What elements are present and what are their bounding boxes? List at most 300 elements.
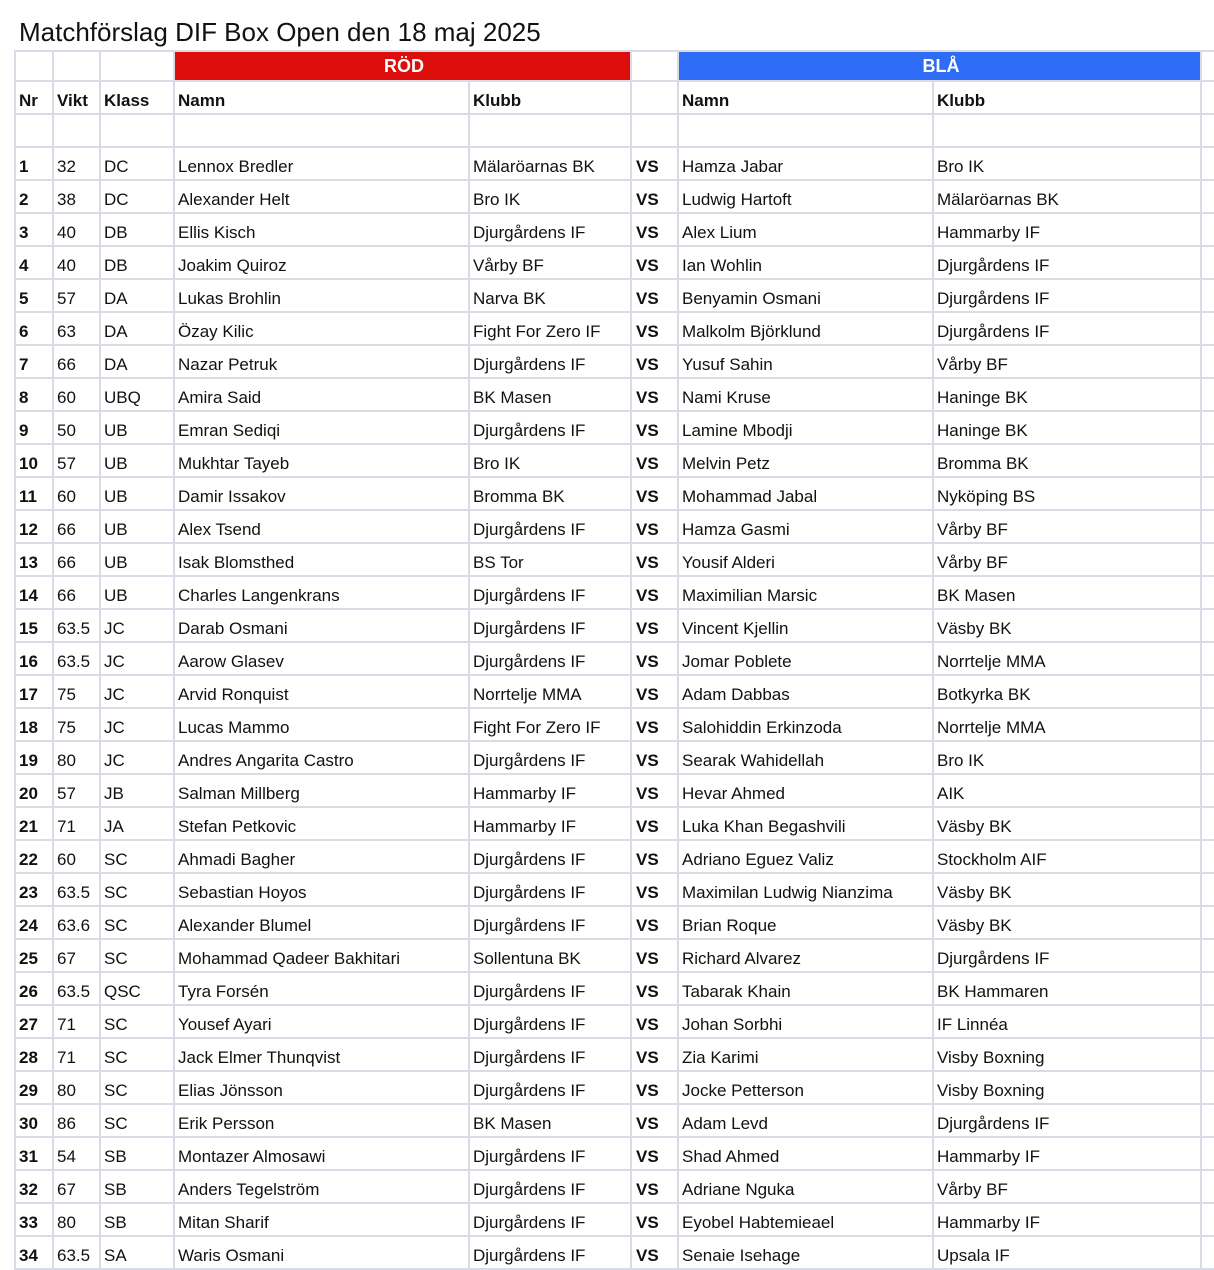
match-class: DA — [100, 312, 174, 345]
match-weight: 63.5 — [53, 873, 100, 906]
red-fighter-club: Djurgårdens IF — [469, 840, 631, 873]
empty-cell — [1201, 1137, 1214, 1170]
blue-fighter-name: Lamine Mbodji — [678, 411, 933, 444]
empty-cell — [1201, 213, 1214, 246]
empty-cell — [53, 114, 100, 147]
red-fighter-club: Bro IK — [469, 180, 631, 213]
blue-fighter-club: BK Hammaren — [933, 972, 1201, 1005]
blue-fighter-name: Melvin Petz — [678, 444, 933, 477]
table-row — [15, 1104, 1214, 1137]
match-class: SC — [100, 906, 174, 939]
empty-cell — [174, 114, 469, 147]
blue-fighter-name: Jomar Poblete — [678, 642, 933, 675]
blue-fighter-club: Vårby BF — [933, 510, 1201, 543]
table-row — [15, 708, 1214, 741]
empty-cell — [1201, 708, 1214, 741]
empty-cell — [1201, 345, 1214, 378]
empty-cell — [1201, 675, 1214, 708]
red-fighter-club: Djurgårdens IF — [469, 1170, 631, 1203]
match-weight: 75 — [53, 708, 100, 741]
empty-cell — [1201, 609, 1214, 642]
match-class: JA — [100, 807, 174, 840]
match-class: JB — [100, 774, 174, 807]
red-fighter-name: Anders Tegelström — [174, 1170, 469, 1203]
blue-fighter-name: Benyamin Osmani — [678, 279, 933, 312]
blue-fighter-name: Adriano Eguez Valiz — [678, 840, 933, 873]
match-nr: 10 — [15, 444, 53, 477]
header-nr: Nr — [15, 81, 53, 114]
match-weight: 71 — [53, 1038, 100, 1071]
match-class: UB — [100, 477, 174, 510]
red-fighter-name: Nazar Petruk — [174, 345, 469, 378]
blue-fighter-club: Mälaröarnas BK — [933, 180, 1201, 213]
table-row — [15, 312, 1214, 345]
table-row — [15, 213, 1214, 246]
empty-cell — [1201, 279, 1214, 312]
empty-cell — [1201, 939, 1214, 972]
empty-cell — [1201, 1203, 1214, 1236]
blue-fighter-name: Maximilan Ludwig Nianzima — [678, 873, 933, 906]
match-weight: 32 — [53, 147, 100, 180]
empty-cell — [1201, 510, 1214, 543]
blue-fighter-name: Yousif Alderi — [678, 543, 933, 576]
match-weight: 63.5 — [53, 972, 100, 1005]
header-red-name: Namn — [174, 81, 469, 114]
table-row — [15, 279, 1214, 312]
table-row — [15, 873, 1214, 906]
red-fighter-club: Djurgårdens IF — [469, 1038, 631, 1071]
red-fighter-name: Montazer Almosawi — [174, 1137, 469, 1170]
red-fighter-club: Mälaröarnas BK — [469, 147, 631, 180]
match-nr: 29 — [15, 1071, 53, 1104]
match-class: SB — [100, 1203, 174, 1236]
blue-fighter-club: Visby Boxning — [933, 1038, 1201, 1071]
red-fighter-club: Sollentuna BK — [469, 939, 631, 972]
match-weight: 71 — [53, 1005, 100, 1038]
match-nr: 31 — [15, 1137, 53, 1170]
blue-fighter-name: Adam Levd — [678, 1104, 933, 1137]
table-row — [15, 807, 1214, 840]
vs-label: VS — [631, 576, 678, 609]
blue-fighter-club: Vårby BF — [933, 543, 1201, 576]
vs-label: VS — [631, 180, 678, 213]
match-weight: 66 — [53, 510, 100, 543]
match-nr: 1 — [15, 147, 53, 180]
match-weight: 60 — [53, 378, 100, 411]
header-blue-club: Klubb — [933, 81, 1201, 114]
table-row — [15, 741, 1214, 774]
match-weight: 80 — [53, 741, 100, 774]
empty-cell — [1201, 1170, 1214, 1203]
blue-fighter-club: Bromma BK — [933, 444, 1201, 477]
match-class: JC — [100, 675, 174, 708]
match-weight: 60 — [53, 840, 100, 873]
table-row — [15, 543, 1214, 576]
red-fighter-name: Jack Elmer Thunqvist — [174, 1038, 469, 1071]
match-class: DC — [100, 180, 174, 213]
red-fighter-club: Djurgårdens IF — [469, 972, 631, 1005]
empty-cell — [631, 81, 678, 114]
blue-fighter-club: Väsby BK — [933, 609, 1201, 642]
match-class: SA — [100, 1236, 174, 1269]
match-class: DB — [100, 213, 174, 246]
red-fighter-name: Erik Persson — [174, 1104, 469, 1137]
blue-fighter-club: IF Linnéa — [933, 1005, 1201, 1038]
table-row — [15, 1137, 1214, 1170]
match-class: UB — [100, 576, 174, 609]
red-fighter-name: Lucas Mammo — [174, 708, 469, 741]
empty-cell — [15, 114, 53, 147]
header-klass: Klass — [100, 81, 174, 114]
match-class: SC — [100, 1071, 174, 1104]
match-nr: 32 — [15, 1170, 53, 1203]
table-row — [15, 1071, 1214, 1104]
red-fighter-club: Hammarby IF — [469, 774, 631, 807]
match-nr: 8 — [15, 378, 53, 411]
red-fighter-name: Aarow Glasev — [174, 642, 469, 675]
table-row — [15, 939, 1214, 972]
blue-fighter-name: Yusuf Sahin — [678, 345, 933, 378]
match-class: UBQ — [100, 378, 174, 411]
match-class: QSC — [100, 972, 174, 1005]
red-fighter-name: Mohammad Qadeer Bakhitari — [174, 939, 469, 972]
red-fighter-name: Andres Angarita Castro — [174, 741, 469, 774]
match-weight: 57 — [53, 774, 100, 807]
match-nr: 14 — [15, 576, 53, 609]
empty-cell — [1201, 246, 1214, 279]
vs-label: VS — [631, 510, 678, 543]
match-class: JC — [100, 642, 174, 675]
match-nr: 30 — [15, 1104, 53, 1137]
vs-label: VS — [631, 873, 678, 906]
table-row — [15, 609, 1214, 642]
red-fighter-club: Djurgårdens IF — [469, 642, 631, 675]
red-fighter-club: Djurgårdens IF — [469, 576, 631, 609]
blue-corner-header: BLÅ — [678, 51, 1201, 81]
match-weight: 57 — [53, 279, 100, 312]
match-weight: 66 — [53, 345, 100, 378]
table-row — [15, 147, 1214, 180]
vs-label: VS — [631, 1104, 678, 1137]
empty-cell — [1201, 807, 1214, 840]
empty-cell — [1201, 81, 1214, 114]
red-fighter-club: Bromma BK — [469, 477, 631, 510]
match-weight: 63.5 — [53, 1236, 100, 1269]
red-fighter-name: Lennox Bredler — [174, 147, 469, 180]
blue-fighter-name: Maximilian Marsic — [678, 576, 933, 609]
empty-cell — [1201, 1005, 1214, 1038]
match-weight: 63.5 — [53, 642, 100, 675]
blue-fighter-name: Malkolm Björklund — [678, 312, 933, 345]
red-fighter-name: Mukhtar Tayeb — [174, 444, 469, 477]
empty-cell — [933, 114, 1201, 147]
vs-label: VS — [631, 246, 678, 279]
empty-cell — [1201, 477, 1214, 510]
match-nr: 13 — [15, 543, 53, 576]
match-nr: 15 — [15, 609, 53, 642]
match-class: UB — [100, 411, 174, 444]
red-fighter-club: Djurgårdens IF — [469, 741, 631, 774]
red-fighter-club: Norrtelje MMA — [469, 675, 631, 708]
vs-label: VS — [631, 378, 678, 411]
match-nr: 26 — [15, 972, 53, 1005]
red-fighter-name: Ahmadi Bagher — [174, 840, 469, 873]
match-weight: 63.5 — [53, 609, 100, 642]
corner-band-row — [15, 51, 1214, 81]
blue-fighter-name: Ian Wohlin — [678, 246, 933, 279]
match-nr: 2 — [15, 180, 53, 213]
red-fighter-club: Djurgårdens IF — [469, 213, 631, 246]
match-weight: 71 — [53, 807, 100, 840]
table-row — [15, 1170, 1214, 1203]
blue-fighter-name: Searak Wahidellah — [678, 741, 933, 774]
match-nr: 3 — [15, 213, 53, 246]
vs-label: VS — [631, 345, 678, 378]
vs-label: VS — [631, 213, 678, 246]
red-fighter-name: Darab Osmani — [174, 609, 469, 642]
blue-fighter-name: Ludwig Hartoft — [678, 180, 933, 213]
header-blue-name: Namn — [678, 81, 933, 114]
blue-fighter-club: Djurgårdens IF — [933, 312, 1201, 345]
red-fighter-club: Hammarby IF — [469, 807, 631, 840]
red-fighter-name: Joakim Quiroz — [174, 246, 469, 279]
blue-fighter-name: Johan Sorbhi — [678, 1005, 933, 1038]
match-weight: 40 — [53, 246, 100, 279]
empty-cell — [1201, 114, 1214, 147]
table-row — [15, 345, 1214, 378]
blue-fighter-club: Hammarby IF — [933, 1203, 1201, 1236]
match-nr: 33 — [15, 1203, 53, 1236]
blue-fighter-club: Vårby BF — [933, 345, 1201, 378]
vs-label: VS — [631, 972, 678, 1005]
red-fighter-club: Djurgårdens IF — [469, 1005, 631, 1038]
blue-fighter-name: Hamza Gasmi — [678, 510, 933, 543]
red-fighter-club: Djurgårdens IF — [469, 411, 631, 444]
red-fighter-name: Waris Osmani — [174, 1236, 469, 1269]
red-fighter-club: Djurgårdens IF — [469, 1203, 631, 1236]
match-class: SC — [100, 1104, 174, 1137]
vs-label: VS — [631, 312, 678, 345]
blue-fighter-name: Adriane Nguka — [678, 1170, 933, 1203]
match-nr: 34 — [15, 1236, 53, 1269]
match-class: SB — [100, 1170, 174, 1203]
red-fighter-club: Djurgårdens IF — [469, 345, 631, 378]
blue-fighter-club: AIK — [933, 774, 1201, 807]
match-class: SC — [100, 1005, 174, 1038]
blue-fighter-club: Djurgårdens IF — [933, 1104, 1201, 1137]
table-row — [15, 774, 1214, 807]
red-fighter-name: Alexander Blumel — [174, 906, 469, 939]
match-nr: 23 — [15, 873, 53, 906]
red-fighter-name: Lukas Brohlin — [174, 279, 469, 312]
table-row — [15, 1236, 1214, 1269]
vs-label: VS — [631, 411, 678, 444]
vs-label: VS — [631, 741, 678, 774]
match-weight: 86 — [53, 1104, 100, 1137]
table-row — [15, 246, 1214, 279]
blank-row — [15, 114, 1214, 147]
match-nr: 12 — [15, 510, 53, 543]
match-nr: 25 — [15, 939, 53, 972]
red-fighter-name: Tyra Forsén — [174, 972, 469, 1005]
column-header-row — [15, 81, 1214, 114]
match-nr: 17 — [15, 675, 53, 708]
empty-cell — [1201, 906, 1214, 939]
empty-cell — [1201, 312, 1214, 345]
blue-fighter-club: Bro IK — [933, 147, 1201, 180]
empty-cell — [1201, 576, 1214, 609]
red-fighter-name: Mitan Sharif — [174, 1203, 469, 1236]
empty-cell — [1201, 180, 1214, 213]
blue-fighter-name: Salohiddin Erkinzoda — [678, 708, 933, 741]
red-fighter-name: Damir Issakov — [174, 477, 469, 510]
red-fighter-name: Emran Sediqi — [174, 411, 469, 444]
empty-cell — [1201, 741, 1214, 774]
match-nr: 6 — [15, 312, 53, 345]
vs-label: VS — [631, 840, 678, 873]
empty-cell — [1201, 444, 1214, 477]
blue-fighter-club: Vårby BF — [933, 1170, 1201, 1203]
match-class: UB — [100, 510, 174, 543]
match-class: UB — [100, 543, 174, 576]
table-row — [15, 840, 1214, 873]
blue-fighter-club: Bro IK — [933, 741, 1201, 774]
vs-label: VS — [631, 675, 678, 708]
red-fighter-name: Elias Jönsson — [174, 1071, 469, 1104]
match-nr: 9 — [15, 411, 53, 444]
match-class: SC — [100, 840, 174, 873]
empty-cell — [53, 51, 100, 81]
match-class: DA — [100, 345, 174, 378]
empty-cell — [1201, 642, 1214, 675]
empty-cell — [100, 114, 174, 147]
red-fighter-club: Narva BK — [469, 279, 631, 312]
match-weight: 75 — [53, 675, 100, 708]
blue-fighter-club: Botkyrka BK — [933, 675, 1201, 708]
match-weight: 66 — [53, 543, 100, 576]
vs-label: VS — [631, 906, 678, 939]
empty-cell — [631, 51, 678, 81]
match-class: SB — [100, 1137, 174, 1170]
blue-fighter-club: Hammarby IF — [933, 213, 1201, 246]
match-class: SC — [100, 873, 174, 906]
match-nr: 16 — [15, 642, 53, 675]
red-fighter-club: Bro IK — [469, 444, 631, 477]
red-fighter-club: Djurgårdens IF — [469, 873, 631, 906]
match-nr: 22 — [15, 840, 53, 873]
blue-fighter-name: Eyobel Habtemieael — [678, 1203, 933, 1236]
empty-cell — [678, 114, 933, 147]
blue-fighter-name: Vincent Kjellin — [678, 609, 933, 642]
vs-label: VS — [631, 477, 678, 510]
table-row — [15, 444, 1214, 477]
vs-label: VS — [631, 1236, 678, 1269]
empty-cell — [631, 114, 678, 147]
header-red-club: Klubb — [469, 81, 631, 114]
match-weight: 67 — [53, 939, 100, 972]
blue-fighter-name: Hevar Ahmed — [678, 774, 933, 807]
empty-cell — [1201, 873, 1214, 906]
match-nr: 19 — [15, 741, 53, 774]
table-row — [15, 1038, 1214, 1071]
match-weight: 54 — [53, 1137, 100, 1170]
blue-fighter-name: Adam Dabbas — [678, 675, 933, 708]
match-weight: 50 — [53, 411, 100, 444]
vs-label: VS — [631, 807, 678, 840]
red-fighter-club: Djurgårdens IF — [469, 1137, 631, 1170]
blue-fighter-club: Haninge BK — [933, 411, 1201, 444]
red-fighter-name: Alex Tsend — [174, 510, 469, 543]
vs-label: VS — [631, 774, 678, 807]
blue-fighter-club: Väsby BK — [933, 906, 1201, 939]
vs-label: VS — [631, 147, 678, 180]
red-fighter-club: Djurgårdens IF — [469, 1071, 631, 1104]
red-fighter-name: Amira Said — [174, 378, 469, 411]
vs-label: VS — [631, 609, 678, 642]
red-fighter-club: BK Masen — [469, 378, 631, 411]
red-fighter-club: BS Tor — [469, 543, 631, 576]
table-row — [15, 411, 1214, 444]
match-weight: 63 — [53, 312, 100, 345]
table-row — [15, 1005, 1214, 1038]
vs-label: VS — [631, 1203, 678, 1236]
blue-fighter-name: Luka Khan Begashvili — [678, 807, 933, 840]
empty-cell — [1201, 543, 1214, 576]
match-class: JC — [100, 609, 174, 642]
red-fighter-club: Vårby BF — [469, 246, 631, 279]
table-row — [15, 642, 1214, 675]
match-nr: 28 — [15, 1038, 53, 1071]
blue-fighter-name: Shad Ahmed — [678, 1137, 933, 1170]
table-row — [15, 477, 1214, 510]
blue-fighter-club: Väsby BK — [933, 807, 1201, 840]
blue-fighter-club: BK Masen — [933, 576, 1201, 609]
empty-cell — [1201, 378, 1214, 411]
empty-cell — [1201, 1038, 1214, 1071]
match-class: DA — [100, 279, 174, 312]
match-nr: 27 — [15, 1005, 53, 1038]
blue-fighter-club: Haninge BK — [933, 378, 1201, 411]
blue-fighter-club: Stockholm AIF — [933, 840, 1201, 873]
empty-cell — [15, 51, 53, 81]
match-class: SC — [100, 1038, 174, 1071]
blue-fighter-club: Djurgårdens IF — [933, 279, 1201, 312]
red-fighter-name: Salman Millberg — [174, 774, 469, 807]
blue-fighter-club: Väsby BK — [933, 873, 1201, 906]
blue-fighter-name: Alex Lium — [678, 213, 933, 246]
match-class: DC — [100, 147, 174, 180]
empty-cell — [1201, 774, 1214, 807]
red-fighter-name: Sebastian Hoyos — [174, 873, 469, 906]
match-class: SC — [100, 939, 174, 972]
table-row — [15, 675, 1214, 708]
empty-cell — [1201, 1236, 1214, 1269]
match-weight: 60 — [53, 477, 100, 510]
blue-fighter-club: Upsala IF — [933, 1236, 1201, 1269]
red-fighter-name: Özay Kilic — [174, 312, 469, 345]
vs-label: VS — [631, 543, 678, 576]
vs-label: VS — [631, 1170, 678, 1203]
red-fighter-name: Arvid Ronquist — [174, 675, 469, 708]
table-row — [15, 180, 1214, 213]
blue-fighter-club: Djurgårdens IF — [933, 939, 1201, 972]
red-fighter-club: Djurgårdens IF — [469, 1236, 631, 1269]
match-weight: 57 — [53, 444, 100, 477]
match-table — [14, 50, 1214, 1270]
match-nr: 24 — [15, 906, 53, 939]
red-fighter-name: Alexander Helt — [174, 180, 469, 213]
empty-cell — [100, 51, 174, 81]
